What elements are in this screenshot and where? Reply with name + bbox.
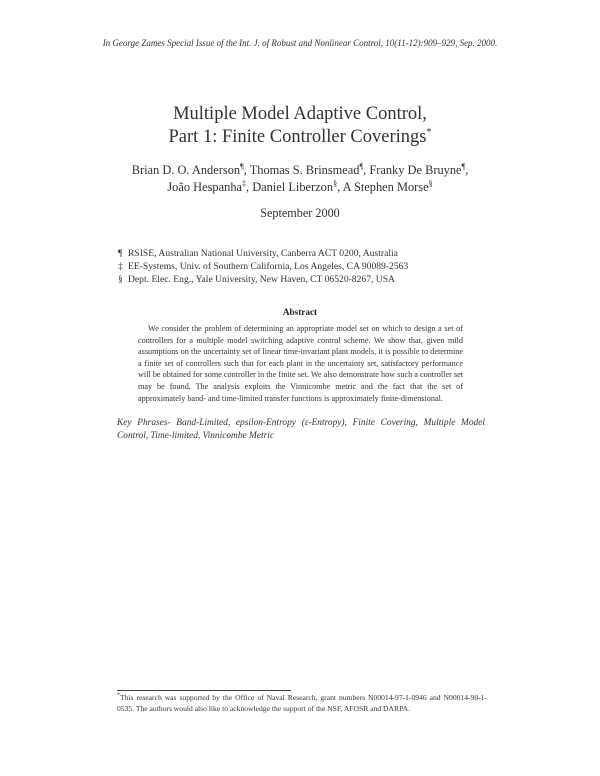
- affiliation-item: [118, 273, 408, 286]
- author-name: A Stephen Morse: [342, 180, 429, 194]
- journal-citation: In George Zames Special Issue of the Int. J. of Robust and Nonlinear Control, 10(11-12):909–929, Sep. 2000.: [102, 38, 498, 48]
- author-name: Daniel Liberzon: [252, 180, 334, 194]
- footnote: [117, 692, 487, 714]
- title-line-1: Multiple Model Adaptive Control,: [173, 104, 427, 124]
- author-mark: ‡: [242, 178, 247, 188]
- affiliation-text: Dept. Elec. Eng., Yale University, New Haven, CT 06520-8267, USA: [128, 274, 395, 285]
- affiliation-text: RSISE, Australian National University, Canberra ACT 0200, Australia: [128, 248, 398, 259]
- affiliation-mark: §: [118, 274, 123, 285]
- author-mark: ¶: [461, 161, 466, 171]
- publication-date: September 2000: [260, 206, 340, 220]
- footnote-text: This research was supported by the Office of Naval Research, grant numbers N00014-97-1-0946 and N00014-98-1-0535. The authors would also like to acknowledge the support of the NSF, AFOSR and DARPA.: [117, 693, 487, 713]
- affiliation-item: [118, 260, 408, 273]
- author-separator: ,: [246, 180, 253, 194]
- author-mark: ¶: [240, 161, 244, 171]
- affiliation-mark: ¶: [118, 248, 123, 259]
- author-separator: ,: [337, 180, 343, 194]
- author-separator: ,: [243, 163, 250, 177]
- affiliation-mark: ‡: [118, 261, 123, 272]
- affiliation-text: EE-Systems, Univ. of Southern California, Los Angeles, CA 90089-2563: [128, 261, 409, 272]
- author-name: Franky De Bruyne: [369, 163, 462, 177]
- affiliation-item: [118, 247, 408, 260]
- author-mark: §: [428, 178, 433, 188]
- author-name: Thomas S. Brinsmead: [249, 163, 360, 177]
- title-line-2: [60, 126, 540, 149]
- author-line-2: [60, 179, 540, 196]
- affiliations: [118, 247, 408, 286]
- author-mark: ¶: [359, 161, 364, 171]
- footnote-mark: *: [117, 692, 120, 699]
- author-separator: ,: [465, 163, 469, 177]
- abstract-body: We consider the problem of determining an appropriate model set on which to design a set of controllers for a multiple model switching adaptive control scheme. We show that, given mild assumptions on the uncertainty set of linear time-invariant plant models, it is possible to determine a finite set of controllers such that for each plant in the uncertainty set, satisfactory performance will be obtained for some controller in the finite set. We also demonstrate how such a controller set may be found. The analysis exploits the Vinnicombe metric and the fact that the set of approximately band- and time-limited transfer functions is approximately finite-dimensional.: [138, 324, 463, 403]
- abstract-heading: Abstract: [282, 307, 318, 317]
- key-phrases: Key Phrases- Band-Limited, epsilon-Entropy (ε-Entropy), Finite Covering, Multiple Model Control, Time-limited, Vinnicombe Metric: [117, 418, 485, 442]
- author-separator: ,: [363, 163, 370, 177]
- footnote-divider: [117, 690, 291, 691]
- author-line-1: [60, 162, 540, 179]
- author-list: [60, 162, 540, 196]
- author-mark: §: [333, 178, 338, 188]
- title-footnote-mark: *: [426, 126, 432, 138]
- author-name: Brian D. O. Anderson: [131, 163, 241, 177]
- author-name: João Hespanha: [167, 180, 243, 194]
- paper-title: [60, 103, 540, 149]
- title-line-2-text: Part 1: Finite Controller Coverings: [168, 127, 427, 147]
